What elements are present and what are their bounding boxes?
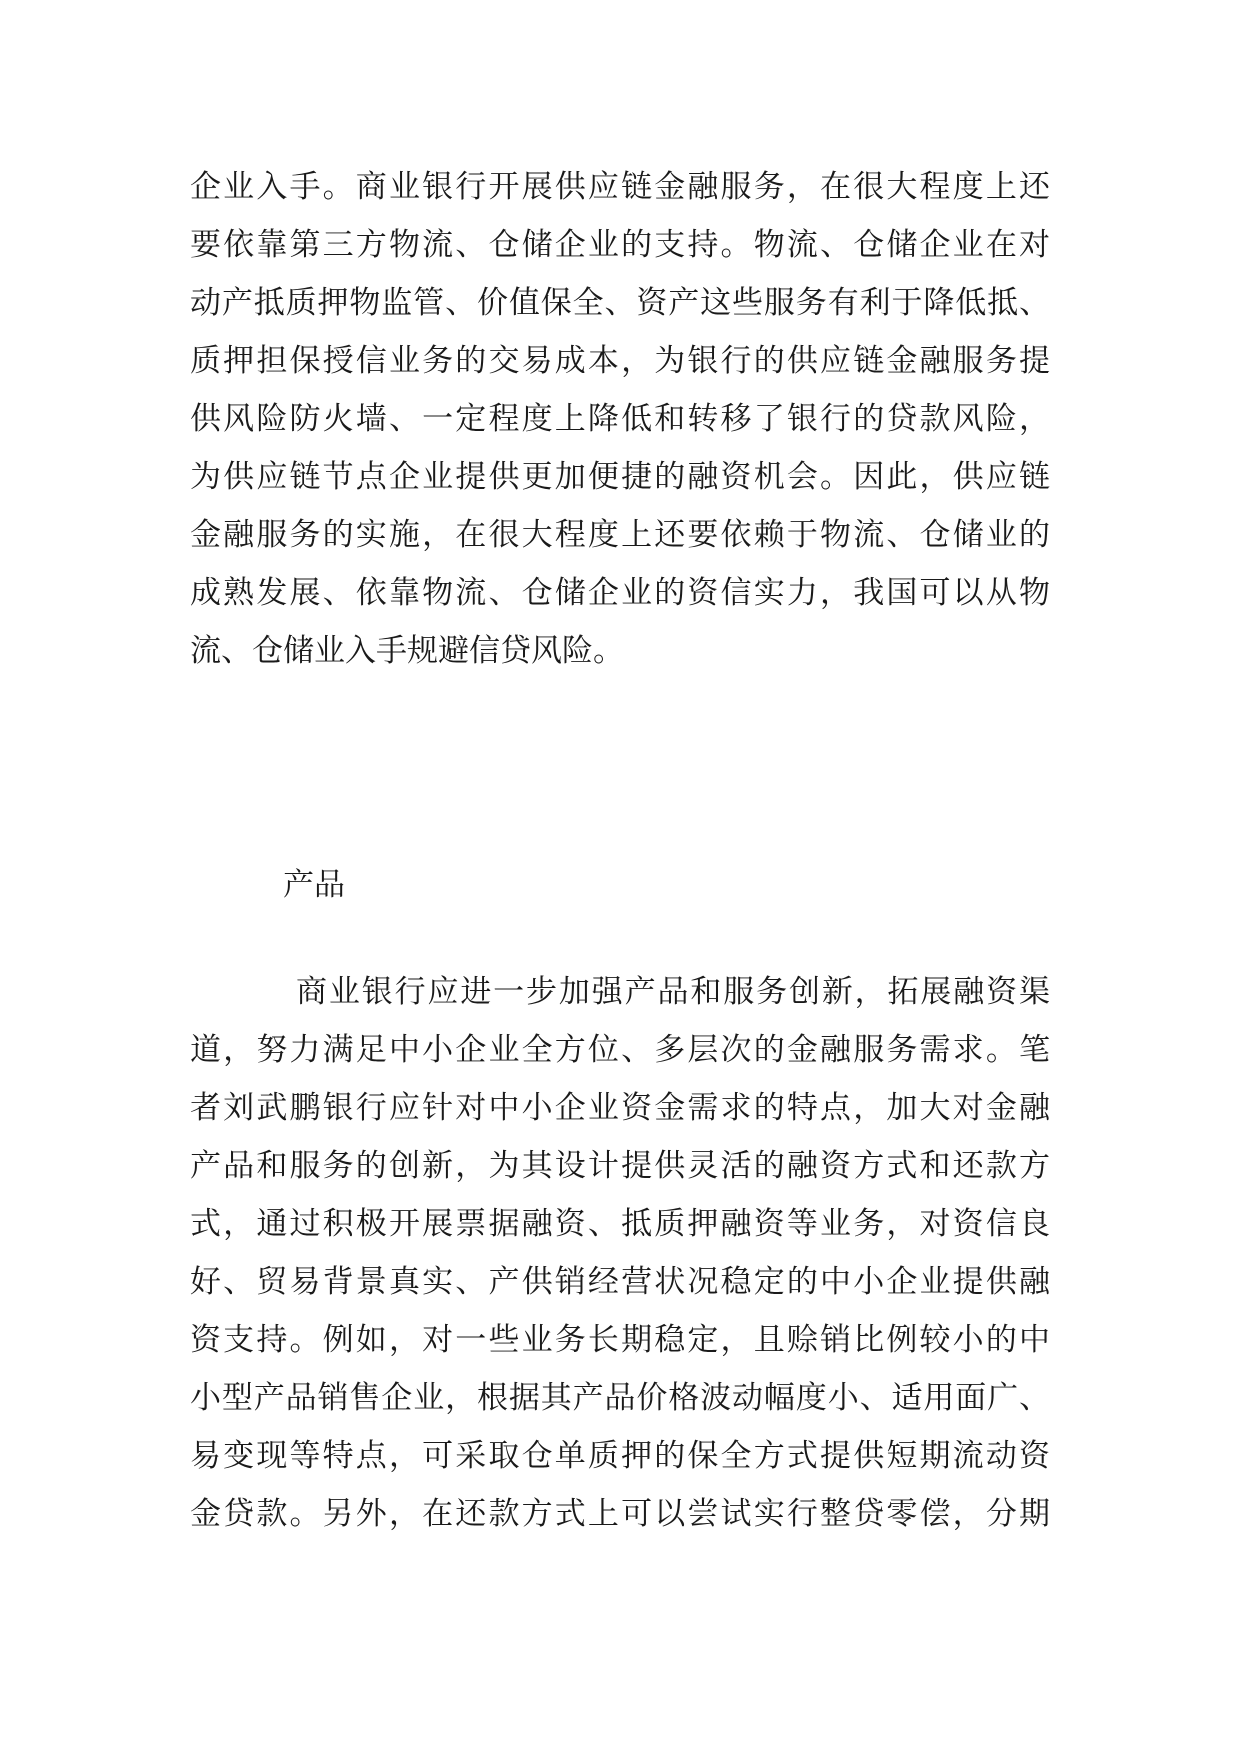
text-line: 流、仓储业入手规避信贷风险。 (190, 633, 624, 669)
text-line: 金贷款。另外，在还款方式上可以尝试实行整贷零偿，分期 (190, 1496, 1050, 1532)
text-line: 动产抵质押物监管、价值保全、资产这些服务有利于降低抵、 (190, 285, 1050, 321)
text-line: 企业入手。商业银行开展供应链金融服务，在很大程度上还 (190, 169, 1050, 205)
text-line: 产品和服务的创新，为其设计提供灵活的融资方式和还款方 (190, 1148, 1050, 1184)
paragraph-supply-chain (190, 158, 1050, 680)
text-line: 成熟发展、依靠物流、仓储企业的资信实力，我国可以从物 (190, 575, 1050, 611)
paragraph-product-innovation (190, 963, 1050, 1543)
text-line: 好、贸易背景真实、产供销经营状况稳定的中小企业提供融 (190, 1264, 1050, 1300)
text-line: 式，通过积极开展票据融资、抵质押融资等业务，对资信良 (190, 1206, 1050, 1242)
text-line: 为供应链节点企业提供更加便捷的融资机会。因此，供应链 (190, 459, 1050, 495)
text-line: 资支持。例如，对一些业务长期稳定，且赊销比例较小的中 (190, 1322, 1050, 1358)
text-line: 者刘武鹏银行应针对中小企业资金需求的特点，加大对金融 (190, 1090, 1050, 1126)
text-line: 商业银行应进一步加强产品和服务创新，拓展融资渠 (296, 974, 1050, 1010)
text-line: 供风险防火墙、一定程度上降低和转移了银行的贷款风险， (190, 401, 1050, 437)
text-line: 金融服务的实施，在很大程度上还要依赖于物流、仓储业的 (190, 517, 1050, 553)
text-line: 小型产品销售企业，根据其产品价格波动幅度小、适用面广、 (190, 1380, 1050, 1416)
text-line: 易变现等特点，可采取仓单质押的保全方式提供短期流动资 (190, 1438, 1050, 1474)
text-line: 质押担保授信业务的交易成本，为银行的供应链金融服务提 (190, 343, 1050, 379)
text-line: 道，努力满足中小企业全方位、多层次的金融服务需求。笔 (190, 1032, 1050, 1068)
text-line: 要依靠第三方物流、仓储企业的支持。物流、仓储企业在对 (190, 227, 1050, 263)
section-heading: 产品 (283, 867, 345, 903)
